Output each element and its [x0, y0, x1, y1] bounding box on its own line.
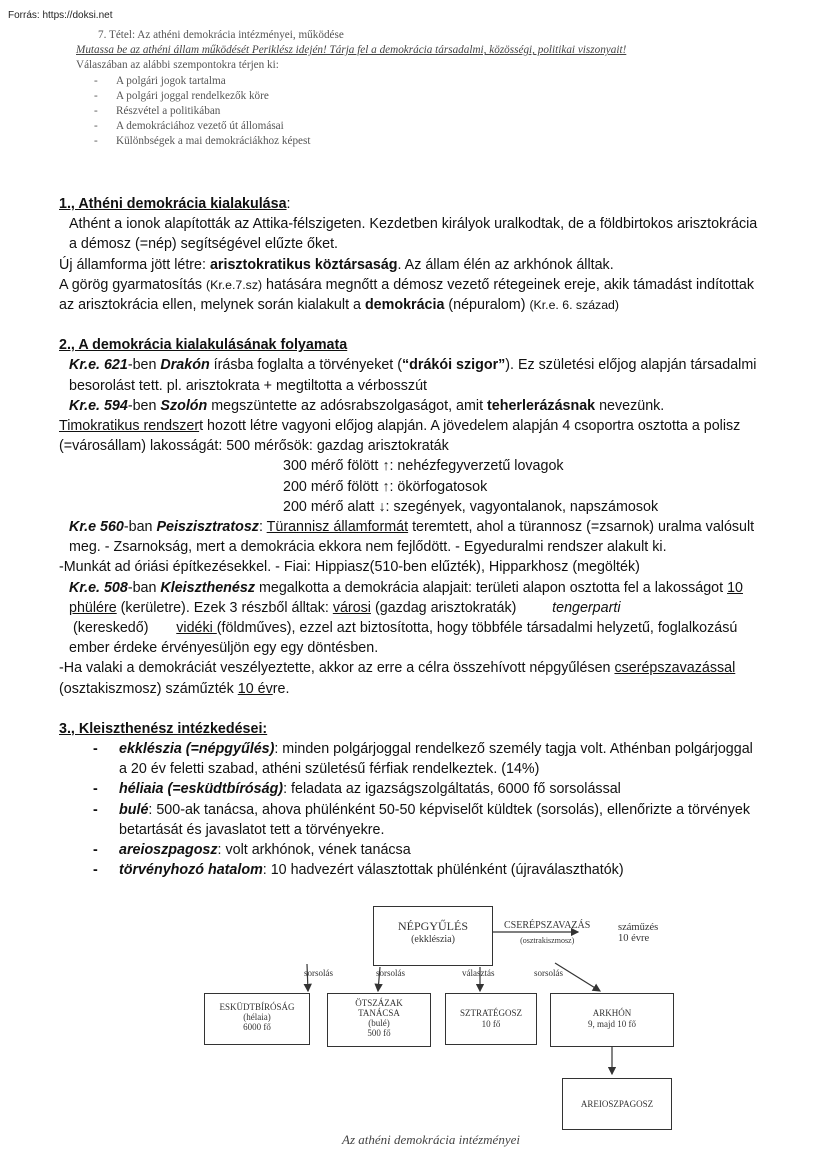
class-row: 300 mérő fölött ↑: nehézfegyverzetű lovagok — [283, 458, 564, 475]
edge-label: sorsolás — [376, 968, 405, 978]
eskudtbirosag-box: ESKÜDTBÍRÓSÁG (hélaia) 6000 fő — [204, 993, 310, 1045]
class-row: 200 mérő alatt ↓: szegények, vagyontalanok, napszámosok — [283, 498, 659, 515]
munka-paragraph: -Munkát ad óriási építkezésekkel. - Fiai: Hippiasz(510-ben elűzték), Hipparkhosz (megölték) — [59, 559, 640, 576]
exam-title: 7. Tétel: Az athéni demokrácia intézményei, működése — [98, 29, 344, 41]
s1-paragraph: Athént a ionok alapították az Attika-félszigeten. Kezdetben királyok uralkodtak, de a földbirtokos arisztokrácia a démosz (=nép) segítségével elűzte őket. — [69, 216, 758, 253]
section-3-heading: 3., Kleiszthenész intézkedései: — [59, 720, 268, 737]
institutions-diagram — [190, 896, 670, 1166]
edge-label: sorsolás — [534, 968, 563, 978]
task-header — [76, 28, 676, 150]
task-point: - A demokráciához vezető út állomásai — [94, 119, 676, 134]
nepgyules-box: NÉPGYŰLÉS (ekklészia) — [373, 906, 493, 966]
list-item: - törvényhozó hatalom: 10 hadvezért választottak phülénként (újraválaszthatók) — [93, 860, 759, 880]
peiszisztratosz-paragraph: Kr.e 560-ban Peiszisztratosz: Türannisz államformát teremtett, ahol a türannosz (=zsarnok) uralma valósult meg. - Zsarnokság, mert a demokrácia ekkora nem fejlődött. - Egyeduralmi rendszer alakult ki. — [69, 519, 755, 556]
edge-label: sorsolás — [304, 968, 333, 978]
task-intro: Válaszában az alábbi szempontokra térjen ki: — [76, 59, 279, 72]
timokratia-paragraph: Timokratikus rendszert hozott létre vagyoni előjog alapján. A jövedelem alapján 4 csoportra osztotta a polisz (=városállam) lakosságát: 500 mérősök: gazdag arisztokraták — [59, 418, 741, 455]
list-item: - areioszpagosz: volt arkhónok, vének tanácsa — [93, 840, 759, 860]
list-item: - héliaia (=esküdtbíróság): feladata az igazságszolgáltatás, 6000 fő sorsolással — [93, 779, 759, 799]
s1-paragraph: Új államforma jött létre: arisztokratikus köztársaság. Az állam élén az arkhónok álltak. — [59, 256, 614, 273]
arkhon-box: ARKHÓN 9, majd 10 fő — [550, 993, 674, 1047]
diagram-caption: Az athéni demokrácia intézményei — [342, 1132, 520, 1147]
cserepszavazas-label: CSERÉPSZAVAZÁS (osztrakiszmosz) — [504, 920, 591, 945]
kleiszthenesz-paragraph: Kr.e. 508-ban Kleiszthenész megalkotta a demokrácia alapjait: területi alapon osztotta fel a lakosságot 10 phülére (kerületre). Ezek 3 részből álltak: városi (gazdag arisztokraták) tengerparti (kereskedő) vidéki (földműves), ezzel azt biztosította, hogy többféle társadalmi helyzetű, foglalkozású ember érdeke érvényesüljön egy egy döntésben. — [69, 579, 743, 657]
sztrategosz-box: SZTRATÉGOSZ 10 fő — [445, 993, 537, 1045]
szamuzes-label: száműzés 10 évre — [618, 922, 659, 944]
source-line: Forrás: https://doksi.net — [8, 10, 113, 21]
task-point: - A polgári jogok tartalma — [94, 74, 676, 89]
task-text: Mutassa be az athéni állam működését Periklész idején! Tárja fel a demokrácia társadalmi, közösségi, politikai viszonyait! — [76, 44, 627, 57]
task-point: - A polgári joggal rendelkezők köre — [94, 89, 676, 104]
list-item: - ekklészia (=népgyűlés): minden polgárjoggal rendelkező személy tagja volt. Athénban polgárjoggal a 20 év feletti szabad, athéni születésű férfiak rendelkeztek. (14%) — [93, 739, 759, 779]
measures-list — [59, 739, 759, 880]
osztrakiszmosz-paragraph: -Ha valaki a demokráciát veszélyeztette, akkor az erre a célra összehívott népgyűlésen cserépszavazással (osztakiszmosz) száműzték 10 évre. — [59, 660, 736, 697]
task-point: - Különbségek a mai demokráciákhoz képest — [94, 134, 676, 149]
edge-label: választás — [462, 968, 495, 978]
list-item: - bulé: 500-ak tanácsa, ahova phülénként 50-50 képviselőt küldtek (sorsolás), ellenőrizte a törvények betartását és javaslatot tett a törvényekre. — [93, 800, 759, 840]
task-points — [76, 74, 676, 150]
szolon-paragraph: Kr.e. 594-ben Szolón megszüntette az adósrabszolgaságot, amit teherlerázásnak nevezünk. — [69, 397, 665, 414]
s1-paragraph: A görög gyarmatosítás (Kr.e.7.sz) hatására megnőtt a démosz vezető rétegeinek ereje, akik támadást indítottak az arisztokrácia ellen, melynek során kialakult a demokrácia (népuralom) (Kr.e. 6. század) — [59, 276, 755, 314]
drakon-paragraph: Kr.e. 621-ben Drakón írásba foglalta a törvényeket (“drákói szigor”). Ez születési előjog alapján társadalmi besorolást tett. pl. arisztokrata + megtiltotta a vérbosszút — [69, 357, 757, 394]
section-1-heading: 1., Athéni demokrácia kialakulása: — [59, 196, 291, 212]
main-content — [59, 194, 759, 881]
areioszpagosz-box: AREIOSZPAGOSZ — [562, 1078, 672, 1130]
task-point: - Részvétel a politikában — [94, 104, 676, 119]
section-2-heading: 2., A demokrácia kialakulásának folyamata — [59, 337, 348, 354]
class-row: 200 mérő fölött ↑: ökörfogatosok — [283, 478, 488, 495]
otszazak-box: ÖTSZÁZAK TANÁCSA (bulé) 500 fő — [327, 993, 431, 1047]
